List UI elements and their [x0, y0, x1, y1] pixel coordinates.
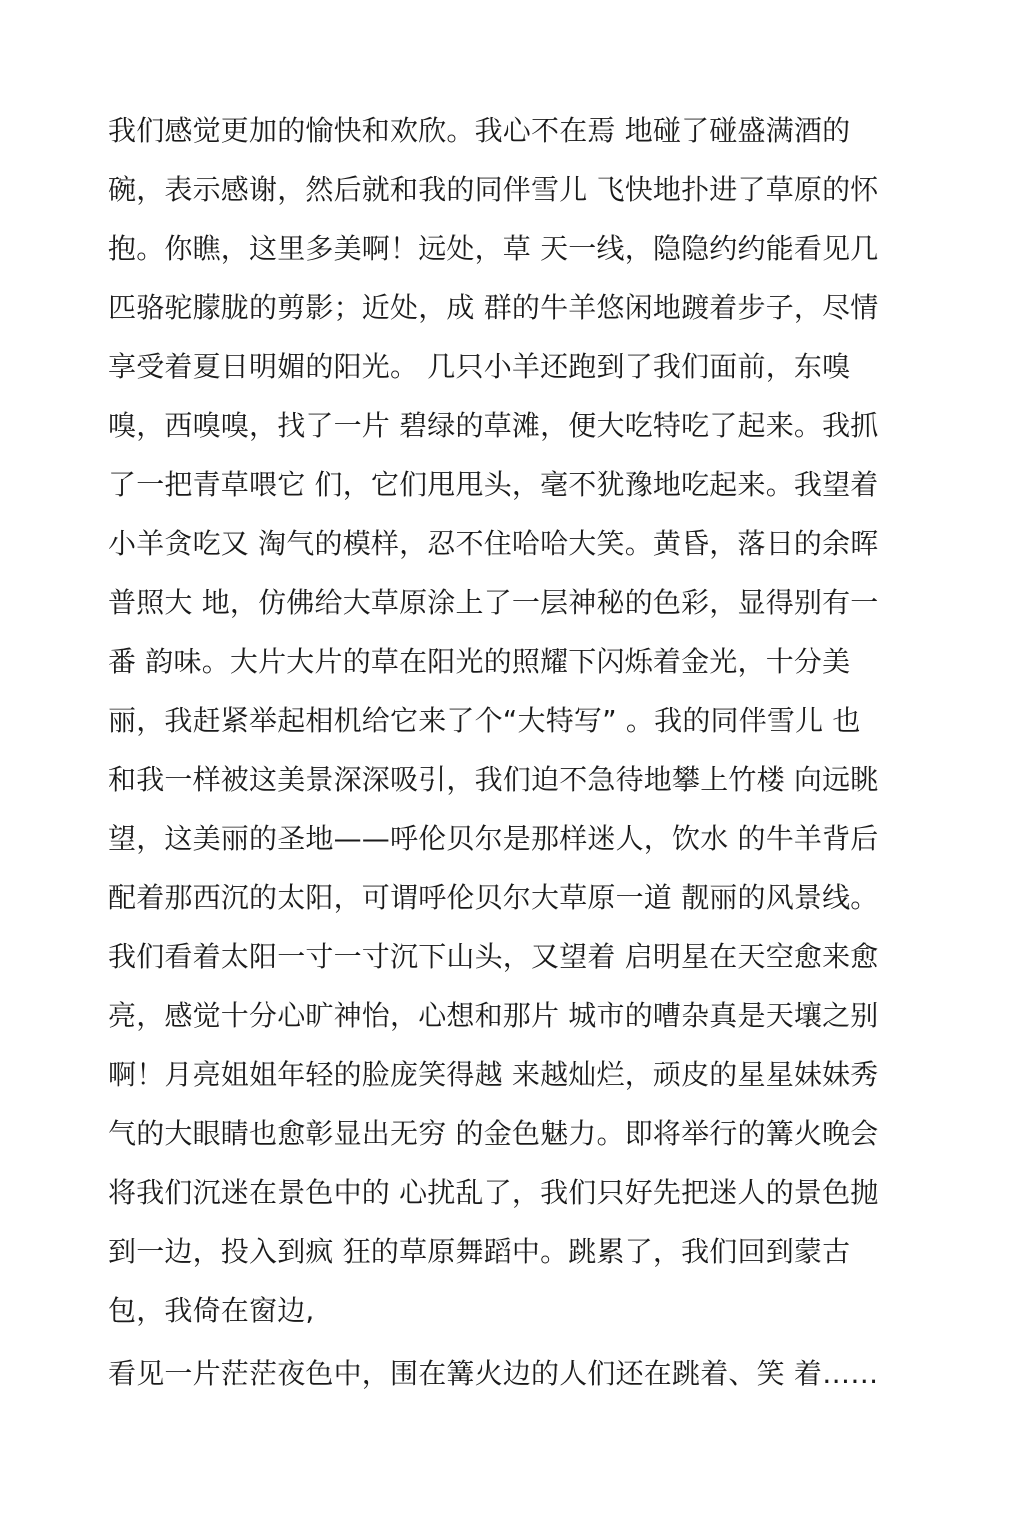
- text-line: 配着那西沉的太阳，可谓呼伦贝尔大草原一道 靓丽的风景线。: [108, 881, 879, 914]
- text-line: 丽，我赶紧举起相机给它来了个“大特写” 。我的同伴雪儿 也: [108, 704, 861, 737]
- text-line: 亮，感觉十分心旷神怡，心想和那片 城市的嘈杂真是天壤之别: [108, 999, 879, 1032]
- text-line: 啊！月亮姐姐年轻的脸庞笑得越 来越灿烂，顽皮的星星妹妹秀: [108, 1058, 879, 1091]
- text-line: 包，我倚在窗边,: [108, 1294, 315, 1327]
- text-line: 看见一片茫茫夜色中，围在篝火边的人们还在跳着、笑 着……: [108, 1357, 879, 1390]
- text-line: 抱。你瞧，这里多美啊！远处，草 天一线，隐隐约约能看见几: [108, 232, 879, 265]
- text-line: 和我一样被这美景深深吸引，我们迫不急待地攀上竹楼 向远眺: [108, 763, 879, 796]
- text-line: 我们感觉更加的愉快和欢欣。我心不在焉 地碰了碰盛满酒的: [108, 114, 851, 147]
- text-line: 番 韵味。大片大片的草在阳光的照耀下闪烁着金光，十分美: [108, 645, 851, 678]
- text-line: 将我们沉迷在景色中的 心扰乱了，我们只好先把迷人的景色抛: [108, 1176, 879, 1209]
- text-line: 气的大眼睛也愈彰显出无穷 的金色魅力。即将举行的篝火晚会: [108, 1117, 879, 1150]
- text-line: 普照大 地，仿佛给大草原涂上了一层神秘的色彩，显得别有一: [108, 586, 879, 619]
- body-text: [108, 108, 908, 1410]
- text-line: 了一把青草喂它 们，它们甩甩头，毫不犹豫地吃起来。我望着: [108, 468, 879, 501]
- text-line: 小羊贪吃又 淘气的模样，忍不住哈哈大笑。黄昏，落日的余晖: [108, 527, 879, 560]
- text-line: 嗅，西嗅嗅，找了一片 碧绿的草滩，便大吃特吃了起来。我抓: [108, 409, 879, 442]
- text-line: 望，这美丽的圣地——呼伦贝尔是那样迷人，饮水 的牛羊背后: [108, 822, 879, 855]
- text-line: 我们看着太阳一寸一寸沉下山头，又望着 启明星在天空愈来愈: [108, 940, 879, 973]
- text-line: 到一边，投入到疯 狂的草原舞蹈中。跳累了，我们回到蒙古: [108, 1235, 851, 1268]
- text-line: 碗，表示感谢，然后就和我的同伴雪儿 飞快地扑进了草原的怀: [108, 173, 879, 206]
- text-line: 享受着夏日明媚的阳光。 几只小羊还跑到了我们面前，东嗅: [108, 350, 851, 383]
- text-line: 匹骆驼朦胧的剪影；近处，成 群的牛羊悠闲地踱着步子，尽情: [108, 291, 879, 324]
